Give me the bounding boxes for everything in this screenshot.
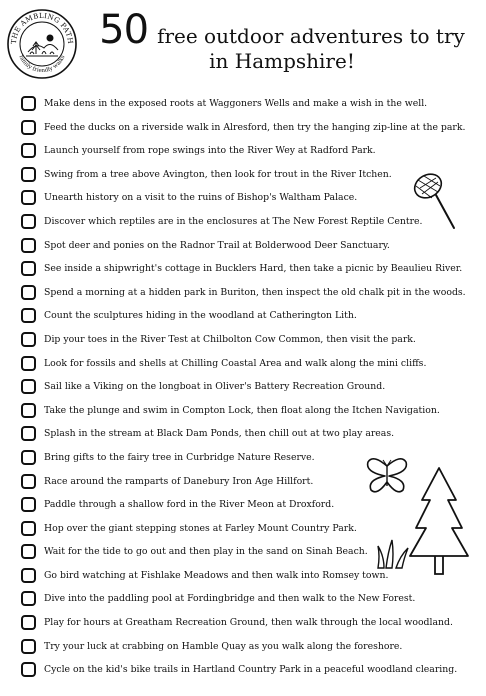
empty-checkbox-icon[interactable] [21,332,36,347]
empty-checkbox-icon[interactable] [21,308,36,323]
checklist-item [0,636,486,660]
empty-checkbox-icon[interactable] [21,214,36,229]
adventure-text: Dip your toes in the River Test at Chilbolton Cow Common, then visit the park. [44,333,416,345]
empty-checkbox-icon[interactable] [21,261,36,276]
adventure-text: Dive into the paddling pool at Fordingbridge and then walk to the New Forest. [44,593,416,605]
checklist-item [0,140,486,164]
checklist-item [0,282,486,306]
empty-checkbox-icon[interactable] [21,356,36,371]
adventure-text: Race around the ramparts of Danebury Iron Age Hillfort. [44,475,314,487]
adventure-text: Splash in the stream at Black Dam Ponds, then chill out at two play areas. [44,428,395,440]
adventure-text: Spend a morning at a hidden park in Buriton, then inspect the old chalk pit in the woods. [44,286,466,298]
empty-checkbox-icon[interactable] [21,285,36,300]
adventure-text: Take the plunge and swim in Compton Lock, then float along the Itchen Navigation. [44,404,440,416]
butterfly-net-icon [410,170,458,232]
pine-tree-icon [408,466,470,576]
empty-checkbox-icon[interactable] [21,190,36,205]
empty-checkbox-icon[interactable] [21,662,36,677]
checklist-item [0,588,486,612]
adventure-text: Go bird watching at Fishlake Meadows and then walk into Romsey town. [44,569,389,581]
ambling-path-logo [6,8,78,80]
empty-checkbox-icon[interactable] [21,521,36,536]
adventure-text: Make dens in the exposed roots at Waggoners Wells and make a wish in the well. [44,98,428,109]
adventure-text: See inside a shipwright's cottage in Bucklers Hard, then take a picnic by Beaulieu River. [44,263,463,275]
checklist-item [0,235,486,259]
empty-checkbox-icon[interactable] [21,568,36,583]
checklist-item [0,258,486,282]
adventure-text: Sail like a Viking on the longboat in Oliver's Battery Recreation Ground. [44,381,386,393]
adventure-text: Launch yourself from rope swings into the River Wey at Radford Park. [44,145,376,157]
adventure-text: Discover which reptiles are in the enclosures at The New Forest Reptile Centre. [44,215,423,227]
logo-ring-bottom-text: family friendly walks [17,54,67,75]
adventure-text: Look for fossils and shells at Chilling Coastal Area and walk along the mini cliffs. [44,357,427,369]
adventure-text: Feed the ducks on a riverside walk in Alresford, then try the hanging zip-line at the park. [44,121,466,133]
butterfly-icon [365,456,409,496]
adventure-text: Spot deer and ponies on the Radnor Trail at Bolderwood Deer Sanctuary. [44,239,390,251]
adventure-text: Swing from a tree above Avington, then look for trout in the River Itchen. [44,168,392,180]
empty-checkbox-icon[interactable] [21,615,36,630]
empty-checkbox-icon[interactable] [21,474,36,489]
adventure-text: Hop over the giant stepping stones at Farley Mount Country Park. [44,522,357,534]
adventure-text: Try your luck at crabbing on Hamble Quay as you walk along the foreshore. [44,640,403,652]
adventure-text: Paddle through a shallow ford in the River Meon at Droxford. [44,499,335,511]
checklist-item [0,93,486,117]
empty-checkbox-icon[interactable] [21,238,36,253]
checklist-item [0,612,486,636]
adventure-text: Cycle on the kid's bike trails in Hartland Country Park in a peaceful woodland clearing. [44,664,458,676]
adventure-text: Count the sculptures hiding in the woodland at Catherington Lith. [44,310,357,322]
checklist-item [0,376,486,400]
checklist-item [0,117,486,141]
empty-checkbox-icon[interactable] [21,379,36,394]
empty-checkbox-icon[interactable] [21,143,36,158]
checklist-item [0,353,486,377]
empty-checkbox-icon[interactable] [21,544,36,559]
grass-tuft-icon [376,538,410,570]
empty-checkbox-icon[interactable] [21,497,36,512]
empty-checkbox-icon[interactable] [21,167,36,182]
adventure-text: Bring gifts to the fairy tree in Curbridge Nature Reserve. [44,451,315,463]
empty-checkbox-icon[interactable] [21,639,36,654]
empty-checkbox-icon[interactable] [21,591,36,606]
empty-checkbox-icon[interactable] [21,403,36,418]
page-title [86,8,478,74]
title-text-part-2: in Hampshire! [209,49,355,73]
empty-checkbox-icon[interactable] [21,450,36,465]
logo-ring-top-text: THE AMBLING PATH [9,11,75,45]
checklist-item [0,329,486,353]
adventure-text: Play for hours at Greatham Recreation Ground, then walk through the local woodland. [44,617,453,629]
checklist-item [0,659,486,683]
title-text-part-1: free outdoor adventures to try [157,24,465,48]
adventure-text: Unearth history on a visit to the ruins of Bishop's Waltham Palace. [44,192,358,204]
checklist-item [0,400,486,424]
nature-scene-icon [26,35,58,56]
adventure-text: Wait for the tide to go out and then play in the sand on Sinah Beach. [44,546,368,558]
checklist-item [0,423,486,447]
empty-checkbox-icon[interactable] [21,96,36,111]
empty-checkbox-icon[interactable] [21,120,36,135]
checklist-item [0,305,486,329]
title-line-1 [86,8,478,52]
title-number: 50 [99,7,149,53]
empty-checkbox-icon[interactable] [21,426,36,441]
